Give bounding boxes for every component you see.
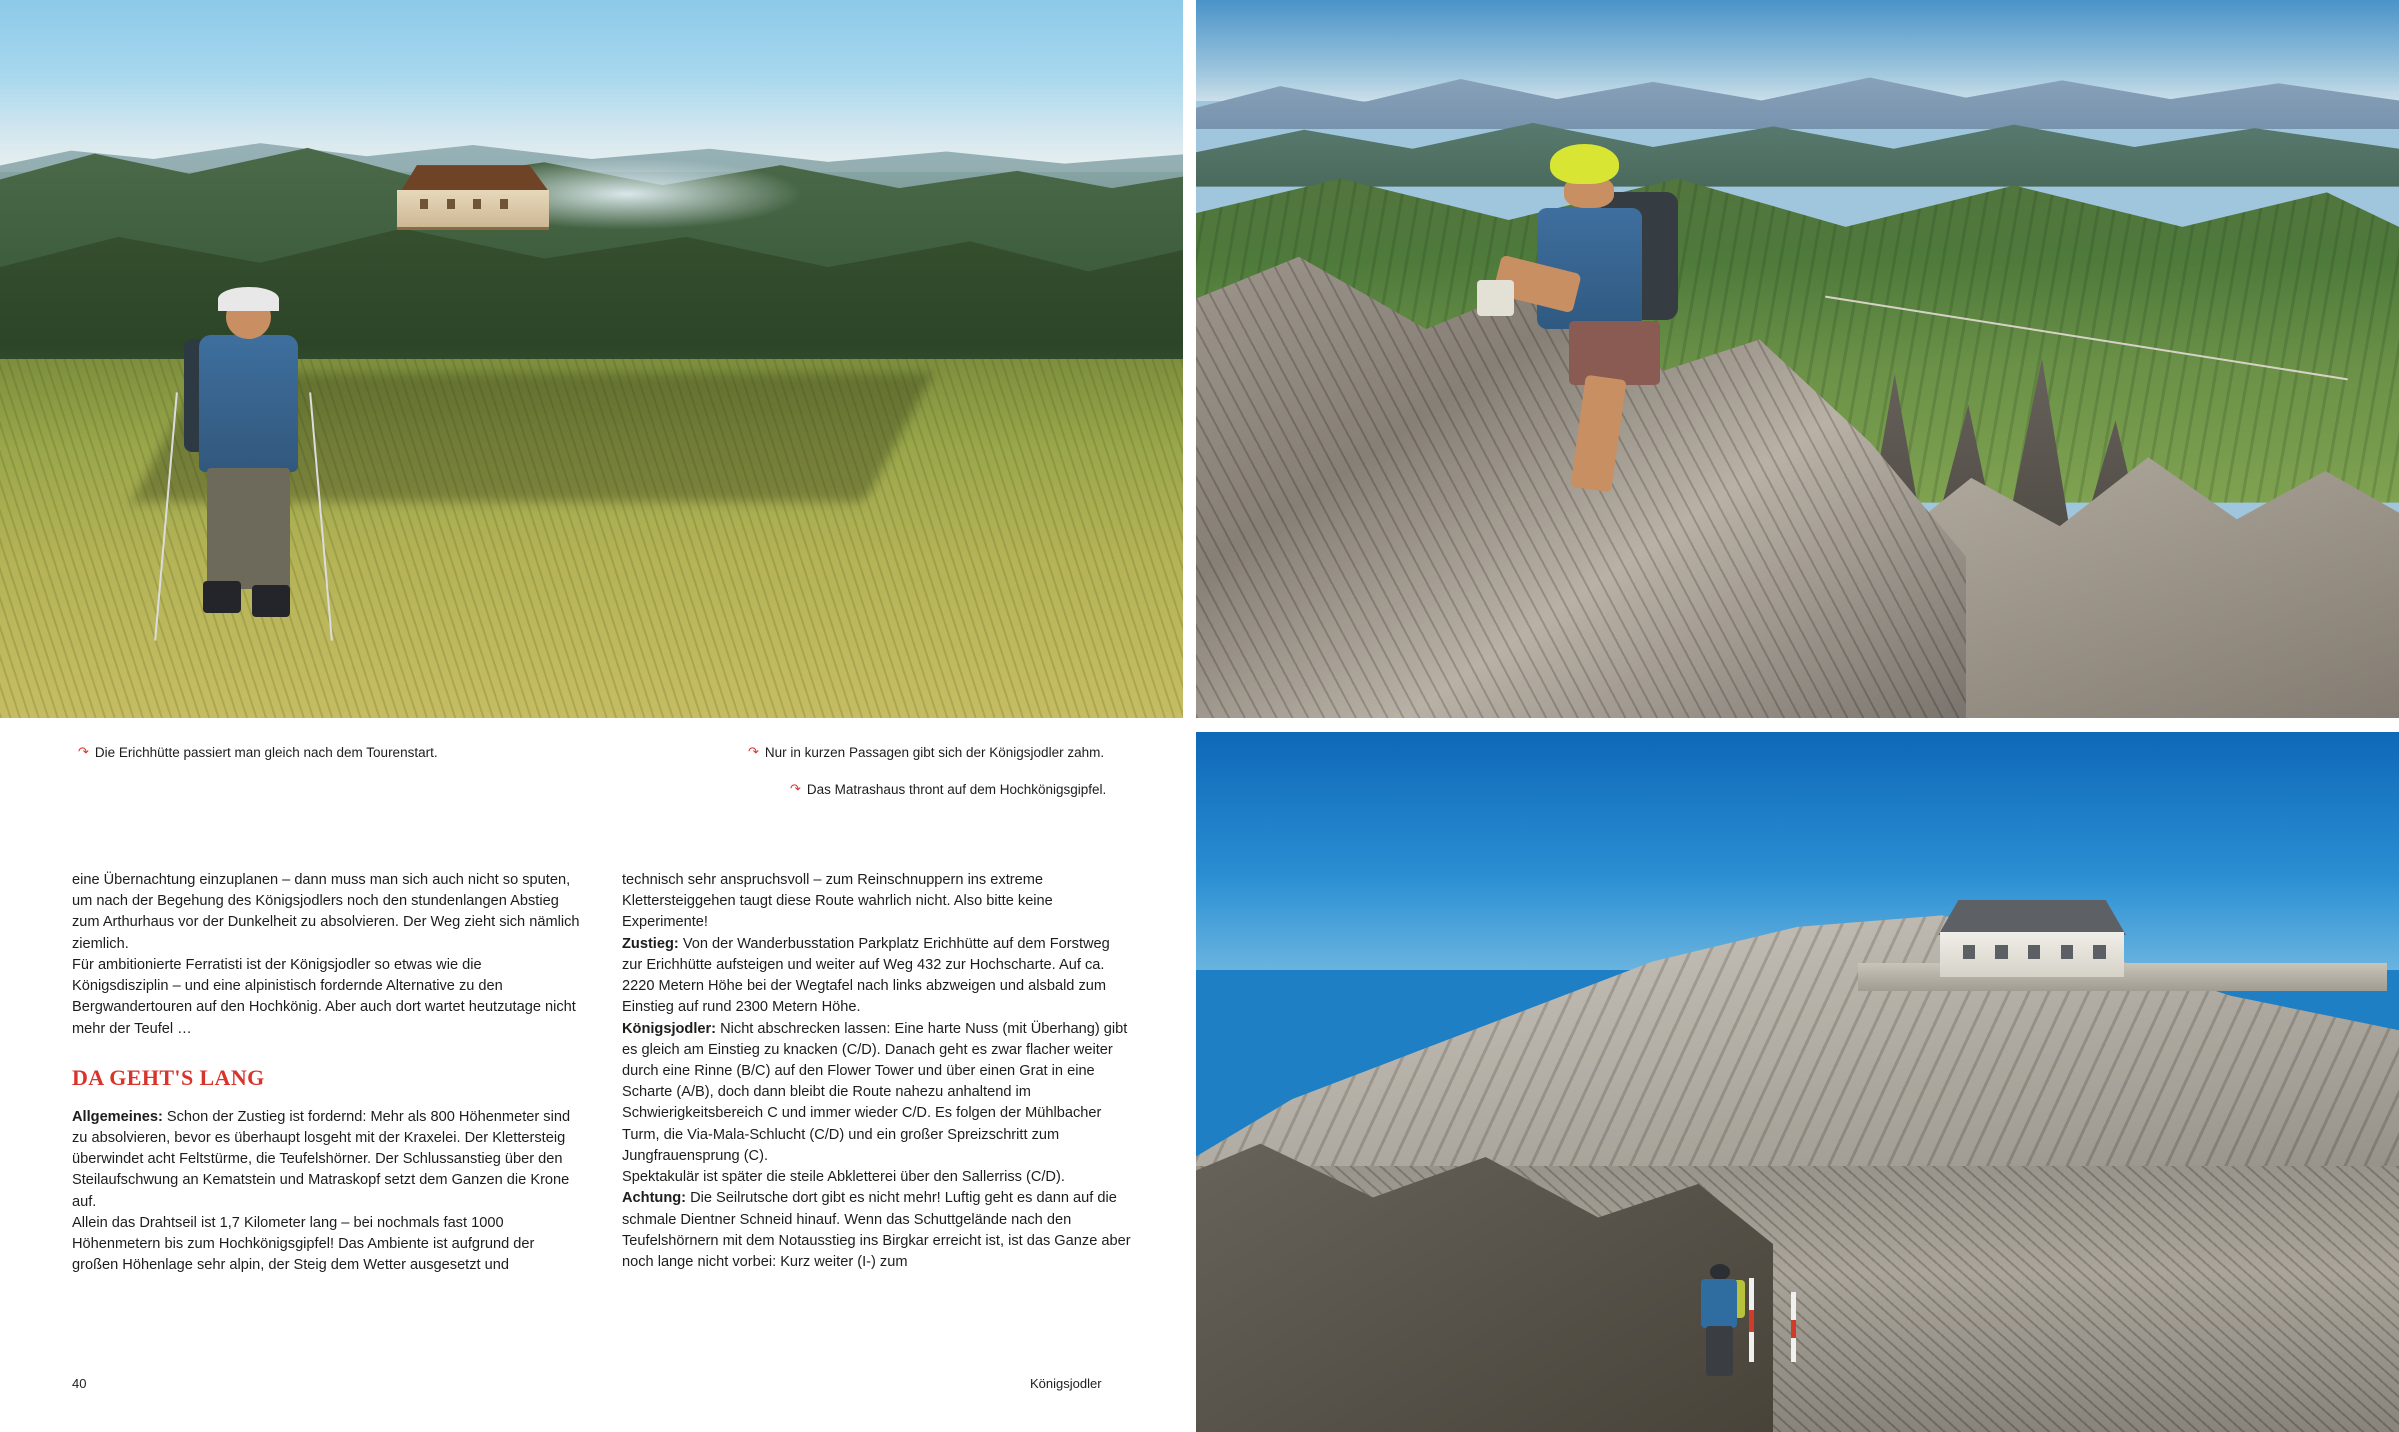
climber-figure xyxy=(1473,144,1702,546)
achtung-label: Achtung: xyxy=(622,1190,687,1207)
hut-window xyxy=(2028,945,2040,959)
running-head: Königsjodler xyxy=(1030,1376,1102,1391)
zustieg-text: Von der Wanderbusstation Parkplatz Erichhütte auf dem Forstweg zur Erichhütte aufsteigen und weiter auf Weg 432 zur Hochscharte. Auf ca. 2220 Metern Höhe bei der Wegtafel nach links abzweigen und alsbald zum Einstieg auf rund 2300 Metern Höhe. xyxy=(622,935,1110,1016)
climber-leg xyxy=(1570,374,1626,491)
caption-marker-icon: ↷ xyxy=(78,744,89,759)
trail-marker-pole xyxy=(1749,1278,1754,1362)
hut-facade xyxy=(397,190,549,230)
hiker-torso xyxy=(199,335,297,472)
caption-text: Nur in kurzen Passagen gibt sich der Königsjodler zahm. xyxy=(764,745,1105,760)
caption-erichhuette xyxy=(78,744,438,762)
koenigsjodler-text: Nicht abschrecken lassen: Eine harte Nuss (mit Überhang) gibt es gleich am Einstieg zu knacken (C/D). Danach geht es zwar flacher weiter durch eine Rinne (B/C) auf den Flower Tower und über einen Grat in eine Scharte (A/B), doch dann bleibt die Route nahezu anhaltend im Schwierigkeitsbereich C und immer wieder C/D. Es folgen der Mühlbacher Turm, die Via-Mala-Schlucht (C/D) und ein großer Spreizschritt zum Jungfrauensprung (C). xyxy=(622,1020,1128,1164)
paragraph-spektakulaer: Spektakulär ist später die steile Abkletterei über den Sallerriss (C/D). xyxy=(622,1169,1065,1186)
hut-window xyxy=(500,199,508,209)
paragraph-zustieg xyxy=(622,934,1132,1019)
paragraph-achtung xyxy=(622,1188,1132,1273)
via-ferrata-climber-photo xyxy=(1196,0,2399,718)
caption-matrashaus xyxy=(790,781,1106,799)
hiker-cap xyxy=(218,287,279,311)
paragraph-continuation: technisch sehr anspruchsvoll – zum Reinschnuppern ins extreme Klettersteiggehen taugt diese Route wahrlich nicht. Also bitte keine Experimente! xyxy=(622,872,1053,931)
hut-window xyxy=(447,199,455,209)
hiker-on-scree xyxy=(1689,1264,1749,1376)
caption-text: Die Erichhütte passiert man gleich nach dem Tourenstart. xyxy=(94,745,438,760)
hut-window xyxy=(1995,945,2007,959)
zustieg-label: Zustieg: xyxy=(622,935,679,952)
trekking-pole-left xyxy=(154,392,178,641)
paragraph-drahtseil: Allein das Drahtseil ist 1,7 Kilometer lang – bei nochmals fast 1000 Höhenmetern bis zum Hochkönigsgipfel! Das Ambiente ist aufgrund der großen Höhenlage sehr alpin, der Steig dem Wetter ausgesetzt und xyxy=(72,1214,535,1274)
hut-roof xyxy=(390,165,556,192)
caption-marker-icon: ↷ xyxy=(748,744,759,759)
trekking-pole-right xyxy=(309,392,333,641)
koenigsjodler-label: Königsjodler: xyxy=(622,1020,717,1037)
page-number: 40 xyxy=(72,1376,87,1391)
paragraph-koenigsjodler xyxy=(622,1019,1132,1168)
allgemeines-label: Allgemeines: xyxy=(72,1108,163,1125)
section-heading: DA GEHT'S LANG xyxy=(72,1064,265,1090)
caption-koenigsjodler xyxy=(748,744,1104,762)
hut-window xyxy=(2061,945,2073,959)
sky xyxy=(0,0,1183,172)
hiker-torso xyxy=(1701,1279,1737,1328)
hiker-head xyxy=(1710,1264,1730,1280)
paragraph-intro: eine Übernachtung einzuplanen – dann muss man sich auch nicht so sputen, um nach der Begehung des Königsjodlers noch den stundenlangen Abstieg zum Arthurhaus vor der Dunkelheit zu absolvieren. Der Weg zieht sich nämlich ziemlich. xyxy=(72,872,580,952)
hiker-boot-right xyxy=(252,585,290,617)
trail-marker-pole xyxy=(1791,1292,1796,1362)
climbing-helmet xyxy=(1550,144,1619,184)
hiker-figure xyxy=(154,287,343,689)
hut-window xyxy=(2093,945,2105,959)
hut-window xyxy=(420,199,428,209)
left-text-column xyxy=(72,870,582,1277)
climbing-glove xyxy=(1477,280,1514,316)
hiker-on-ridge-photo xyxy=(0,0,1183,718)
summit-hut-photo xyxy=(1196,732,2399,1432)
paragraph-allgemeines xyxy=(72,1107,582,1213)
hut-window xyxy=(473,199,481,209)
allgemeines-text: Schon der Zustieg ist fordernd: Mehr als 800 Höhenmeter sind zu absolvieren, bevor es überhaupt losgeht mit der Kraxelei. Der Klettersteig überwindet acht Feltstürme, die Teufelshörner. Der Schlussanstieg über den Steilaufschwung an Kematstein und Matraskopf setzt dem Ganzen die Krone auf. xyxy=(72,1108,571,1210)
achtung-text: Die Seilrutsche dort gibt es nicht mehr! Luftig geht es dann auf die schmale Dientner Schneid hinauf. Wenn das Schuttgelände nach den Teufelshörnern mit dem Notausstieg ins Birgkar erreicht ist, ist das Ganze aber noch lange nicht vorbei: Kurz weiter (I-) zum xyxy=(622,1190,1131,1270)
caption-marker-icon: ↷ xyxy=(790,781,801,796)
sky xyxy=(1196,0,2399,101)
caption-block xyxy=(0,735,1196,805)
erichhuette-building xyxy=(390,165,556,230)
hiker-boot-left xyxy=(203,581,241,613)
hiker-legs xyxy=(1706,1326,1732,1376)
paragraph-ambitionierte: Für ambitionierte Ferratisti ist der Königsjodler so etwas wie die Königsdisziplin – und eine alpinistisch fordernde Alternative zu den Bergwandertouren auf den Hochkönig. Aber auch dort wartet heutzutage nicht mehr der Teufel … xyxy=(72,956,576,1037)
matrashaus-building xyxy=(1930,900,2135,977)
caption-text: Das Matrashaus thront auf dem Hochkönigsgipfel. xyxy=(806,782,1107,797)
hut-window xyxy=(1963,945,1975,959)
hut-roof xyxy=(1930,900,2135,935)
climber-shorts xyxy=(1569,321,1660,385)
hiker-legs xyxy=(207,468,290,589)
right-text-column xyxy=(622,870,1132,1273)
